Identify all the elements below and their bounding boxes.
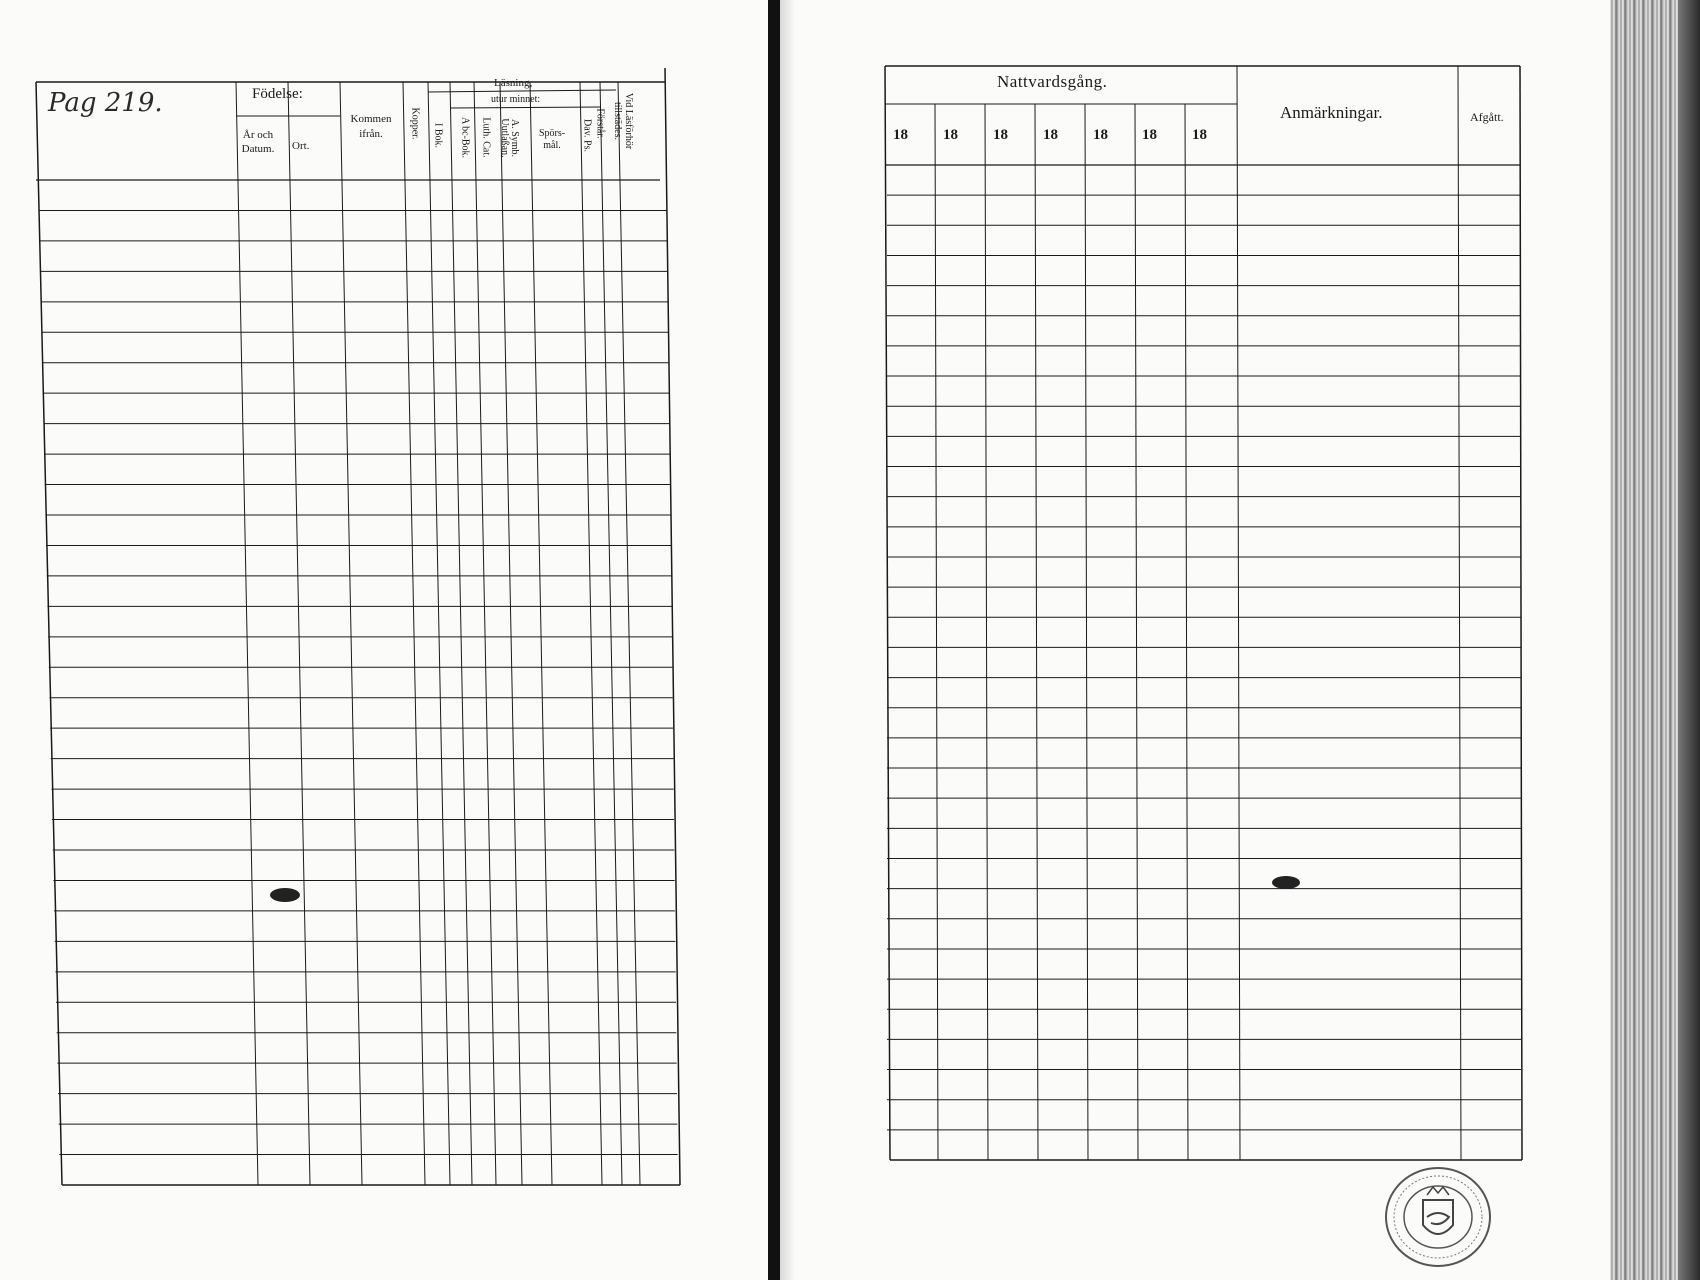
column-line xyxy=(428,82,450,1185)
ink-smudge xyxy=(1272,876,1300,889)
year-label-4: 18 xyxy=(1043,127,1058,143)
column-line xyxy=(618,82,640,1185)
column-line xyxy=(500,82,522,1185)
right-ledger-grid xyxy=(795,0,1615,1280)
page-number-note: Pag 219. xyxy=(48,88,163,118)
header-a-symb: A. Symb. Uutlaßan. xyxy=(499,118,520,158)
header-fodelse: Födelse: xyxy=(252,86,303,102)
header-sporsmal: Spörs-mål. xyxy=(538,128,566,151)
gutter-shadow xyxy=(780,0,795,1280)
column-line xyxy=(403,82,425,1185)
header-i-bok: I Bok. xyxy=(432,123,444,148)
header-subline xyxy=(450,107,600,108)
table-border xyxy=(665,68,680,1185)
year-label-7: 18 xyxy=(1192,127,1207,143)
header-anmarkningar: Anmärkningar. xyxy=(1280,103,1383,122)
ink-smudge xyxy=(270,888,300,902)
column-line xyxy=(600,82,622,1185)
year-label-5: 18 xyxy=(1093,127,1108,143)
left-ledger-grid xyxy=(0,0,775,1280)
column-line xyxy=(236,82,258,1185)
year-label-1: 18 xyxy=(893,127,908,143)
column-line xyxy=(935,104,938,1160)
library-seal-stamp xyxy=(1383,1165,1493,1270)
column-line xyxy=(580,82,602,1185)
column-line xyxy=(1458,66,1461,1160)
header-dav-ps: Dav. Ps. xyxy=(581,119,593,152)
column-line xyxy=(1237,66,1240,1160)
column-line xyxy=(1035,104,1038,1160)
column-line xyxy=(1085,104,1088,1160)
book-cover-edge xyxy=(1678,0,1700,1280)
header-vid-lasforhor: Vid Läsförhör tillstädes. xyxy=(612,92,634,150)
column-line xyxy=(1185,104,1188,1160)
year-label-6: 18 xyxy=(1142,127,1157,143)
header-lasning: Läsning, xyxy=(494,77,533,89)
column-line xyxy=(985,104,988,1160)
header-nattvardsgang: Nattvardsgång. xyxy=(997,72,1108,91)
column-line xyxy=(288,82,310,1185)
column-line xyxy=(474,82,496,1185)
header-afgatt: Afgått. xyxy=(1470,110,1504,124)
header-kommen-ifran: Kommen ifrån. xyxy=(350,113,392,140)
year-label-2: 18 xyxy=(943,127,958,143)
header-forstar: Förstår. xyxy=(594,108,606,139)
header-abc-bok: A bc-Bok. xyxy=(459,116,471,159)
table-border xyxy=(885,66,890,1160)
header-luth-cat: Luth. Cat. xyxy=(480,117,492,158)
header-ar-och-datum: År och Datum. xyxy=(241,129,275,155)
column-line xyxy=(1135,104,1138,1160)
header-ort: Ort. xyxy=(292,140,310,152)
column-line xyxy=(530,82,552,1185)
year-label-3: 18 xyxy=(993,127,1008,143)
table-border xyxy=(36,82,62,1185)
column-line xyxy=(450,82,472,1185)
header-subline xyxy=(428,90,616,92)
header-kopper: Kopper. xyxy=(409,107,421,140)
table-border xyxy=(1520,66,1522,1160)
column-line xyxy=(340,82,362,1185)
header-utur-minnet: utur minnet: xyxy=(491,94,541,105)
